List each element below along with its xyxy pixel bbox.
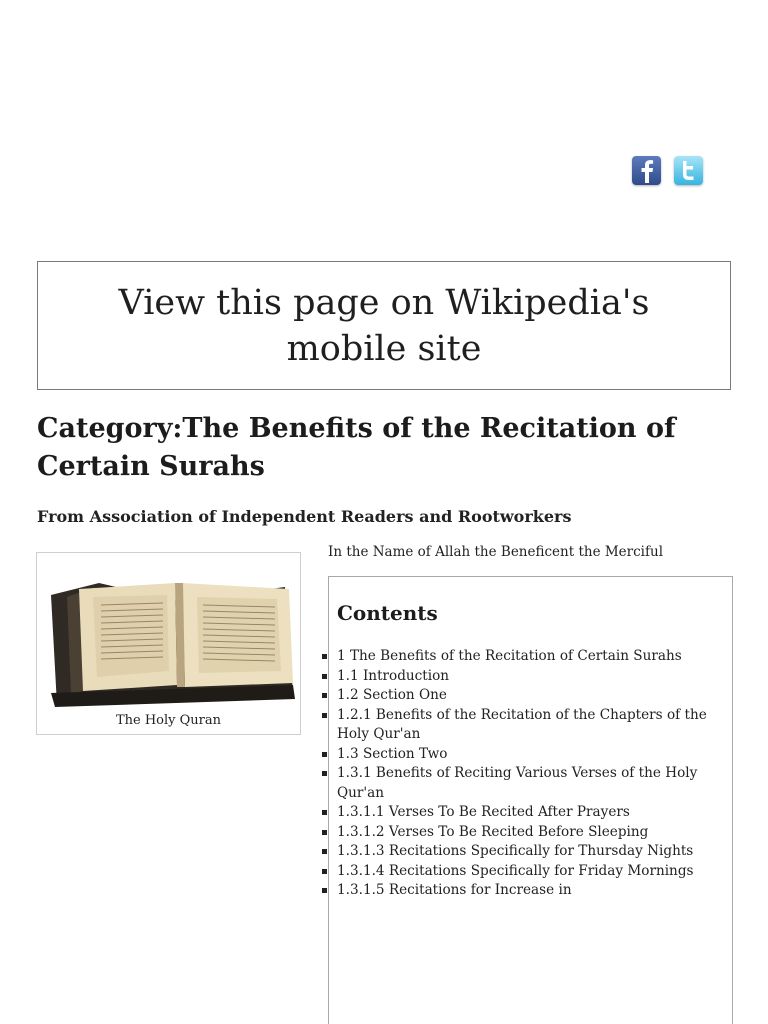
toc-link[interactable]: 1.2 Section One bbox=[337, 687, 447, 703]
toc-link[interactable]: 1.3.1.5 Recitations for Increase in bbox=[337, 882, 572, 898]
thumbnail-caption: The Holy Quran bbox=[115, 713, 222, 728]
page-title: Category:The Benefits of the Recitation of Certain Surahs bbox=[37, 413, 676, 482]
toc-item bbox=[337, 764, 732, 901]
toc-item bbox=[337, 862, 732, 882]
toc-link[interactable]: 1.3.1 Benefits of Reciting Various Verses of the Holy Qur'an bbox=[337, 765, 698, 801]
toc-link[interactable]: 1 The Benefits of the Recitation of Certain Surahs bbox=[337, 648, 682, 664]
quran-book-image[interactable] bbox=[37, 553, 300, 713]
facebook-icon[interactable] bbox=[632, 156, 661, 185]
site-subtitle: From Association of Independent Readers and Rootworkers bbox=[37, 507, 572, 526]
mobile-site-link[interactable] bbox=[37, 261, 731, 390]
toc-list bbox=[337, 647, 732, 901]
toc-link[interactable]: 1.3 Section Two bbox=[337, 745, 448, 762]
toc-item bbox=[337, 842, 732, 862]
toc-item bbox=[337, 667, 732, 687]
toc-item bbox=[337, 823, 732, 843]
mobile-site-link-text[interactable]: View this page on Wikipedia's mobile site bbox=[118, 282, 650, 369]
toc-item bbox=[337, 686, 732, 745]
toc-link[interactable]: 1.3.1.2 Verses To Be Recited Before Sleeping bbox=[337, 823, 649, 840]
toc-item bbox=[337, 803, 732, 823]
intro-text: In the Name of Allah the Beneficent the Merciful bbox=[328, 544, 664, 560]
toc-link[interactable]: 1.1 Introduction bbox=[337, 667, 450, 684]
toc-link[interactable]: 1.2.1 Benefits of the Recitation of the Chapters of the Holy Qur'an bbox=[337, 706, 707, 742]
toc-item bbox=[337, 745, 732, 901]
toc-item bbox=[337, 647, 732, 901]
thumbnail bbox=[36, 552, 301, 735]
table-of-contents bbox=[328, 576, 733, 1024]
toc-item bbox=[337, 706, 732, 745]
toc-item bbox=[337, 881, 732, 901]
toc-link[interactable]: 1.3.1.4 Recitations Specifically for Friday Mornings bbox=[337, 862, 694, 879]
toc-link[interactable]: 1.3.1.3 Recitations Specifically for Thursday Nights bbox=[337, 843, 694, 859]
toc-link[interactable]: 1.3.1.1 Verses To Be Recited After Prayers bbox=[337, 804, 630, 820]
social-share bbox=[632, 156, 703, 185]
toc-title: Contents bbox=[337, 601, 438, 625]
twitter-icon[interactable] bbox=[674, 156, 703, 185]
